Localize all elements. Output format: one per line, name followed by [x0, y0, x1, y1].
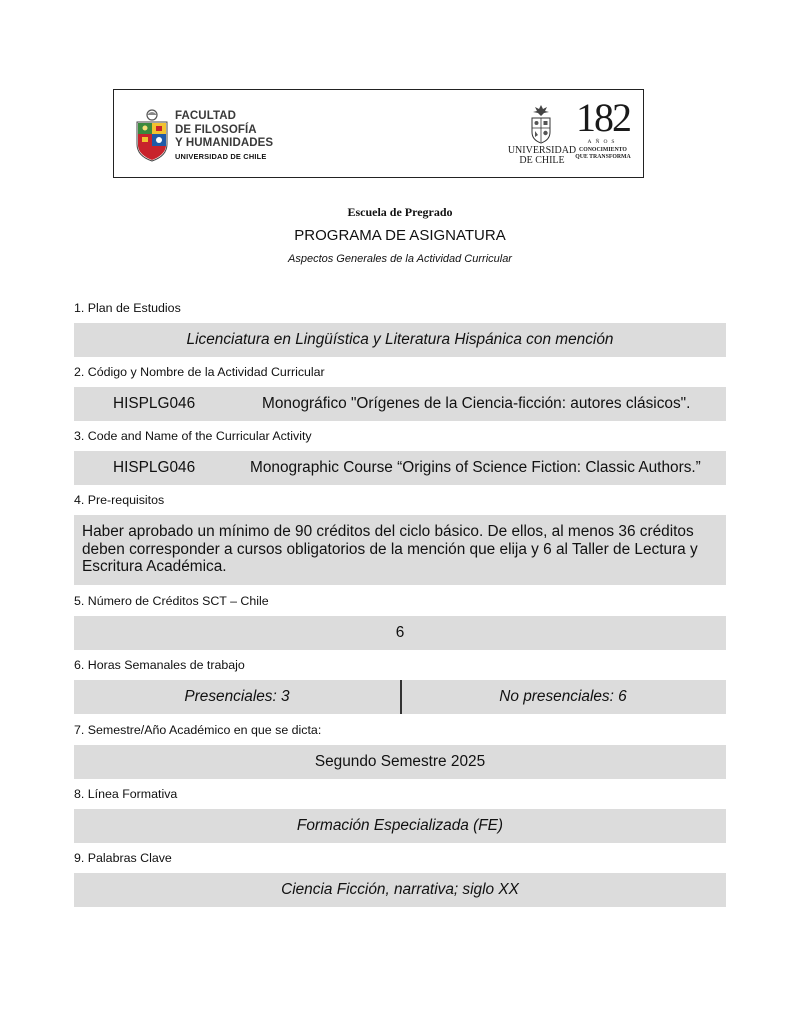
section-2-label: 2. Código y Nombre de la Actividad Curricular	[74, 365, 325, 379]
prerequisites-line-3: Escritura Académica.	[82, 558, 227, 575]
faculty-university: UNIVERSIDAD DE CHILE	[175, 151, 267, 161]
plan-de-estudios-value: Licenciatura en Lingüística y Literatura Hispánica con mención	[186, 331, 614, 348]
anniversary-tagline-2: QUE TRANSFORMA	[575, 154, 631, 160]
section-3-label: 3. Code and Name of the Curricular Activity	[74, 429, 312, 443]
credits-value: 6	[395, 624, 405, 641]
school-name: Escuela de Pregrado	[347, 205, 453, 219]
section-9-label: 9. Palabras Clave	[74, 851, 172, 865]
anniversary-years: AÑOS	[587, 139, 619, 145]
university-crest-icon	[528, 104, 554, 144]
university-name	[506, 146, 578, 166]
page-title: PROGRAMA DE ASIGNATURA	[294, 227, 506, 244]
course-name: Monográfico "Orígenes de la Ciencia-ficción: autores clásicos".	[262, 395, 691, 412]
university-logo	[506, 102, 578, 170]
header-logo-box	[113, 89, 644, 178]
anniversary-tagline-1: CONOCIMIENTO	[579, 147, 627, 153]
section-3-field	[74, 451, 726, 485]
anniversary-tagline	[572, 147, 634, 161]
prerequisites-line-1: Haber aprobado un mínimo de 90 créditos del ciclo básico. De ellos, al menos 36 créditos	[82, 523, 694, 540]
anniversary-logo	[572, 95, 634, 168]
section-9-field	[74, 873, 726, 907]
keywords-value: Ciencia Ficción, narrativa; siglo XX	[281, 881, 519, 898]
university-line-1: UNIVERSIDAD	[507, 145, 577, 156]
section-7-label: 7. Semestre/Año Académico en que se dicta:	[74, 723, 322, 737]
section-8-field	[74, 809, 726, 843]
semester-value: Segundo Semestre 2025	[314, 753, 486, 770]
course-code-en: HISPLG046	[113, 459, 196, 476]
section-6-field	[74, 680, 726, 714]
section-5-field	[74, 616, 726, 650]
faculty-crest-icon	[134, 108, 170, 162]
section-1-field	[74, 323, 726, 357]
faculty-line-3: Y HUMANIDADES	[175, 137, 274, 149]
section-8-label: 8. Línea Formativa	[74, 787, 178, 801]
course-name-en: Monographic Course “Origins of Science Fiction: Classic Authors.”	[250, 459, 701, 476]
presencial-hours: Presenciales: 3	[184, 688, 290, 705]
prerequisites-line-2: deben corresponder a cursos obligatorios de la mención que elija y 6 al Taller de Lectura y	[82, 540, 698, 558]
section-5-label: 5. Número de Créditos SCT – Chile	[74, 594, 269, 608]
faculty-name	[175, 110, 273, 162]
no-presencial-hours: No presenciales: 6	[499, 688, 627, 705]
section-4-label: 4. Pre-requisitos	[74, 493, 165, 507]
section-7-field	[74, 745, 726, 779]
section-2-field	[74, 387, 726, 421]
university-line-2: DE CHILE	[519, 155, 565, 166]
section-4-field	[74, 515, 726, 585]
faculty-line-2: DE FILOSOFÍA	[175, 123, 257, 136]
page-subtitle: Aspectos Generales de la Actividad Curricular	[288, 253, 512, 265]
course-code: HISPLG046	[113, 395, 196, 412]
anniversary-number: 182	[576, 95, 630, 140]
formative-line-value: Formación Especializada (FE)	[296, 817, 504, 834]
section-1-label: 1. Plan de Estudios	[74, 301, 181, 315]
section-6-label: 6. Horas Semanales de trabajo	[74, 658, 245, 672]
faculty-logo	[134, 104, 294, 166]
faculty-line-1: FACULTAD	[175, 110, 237, 122]
